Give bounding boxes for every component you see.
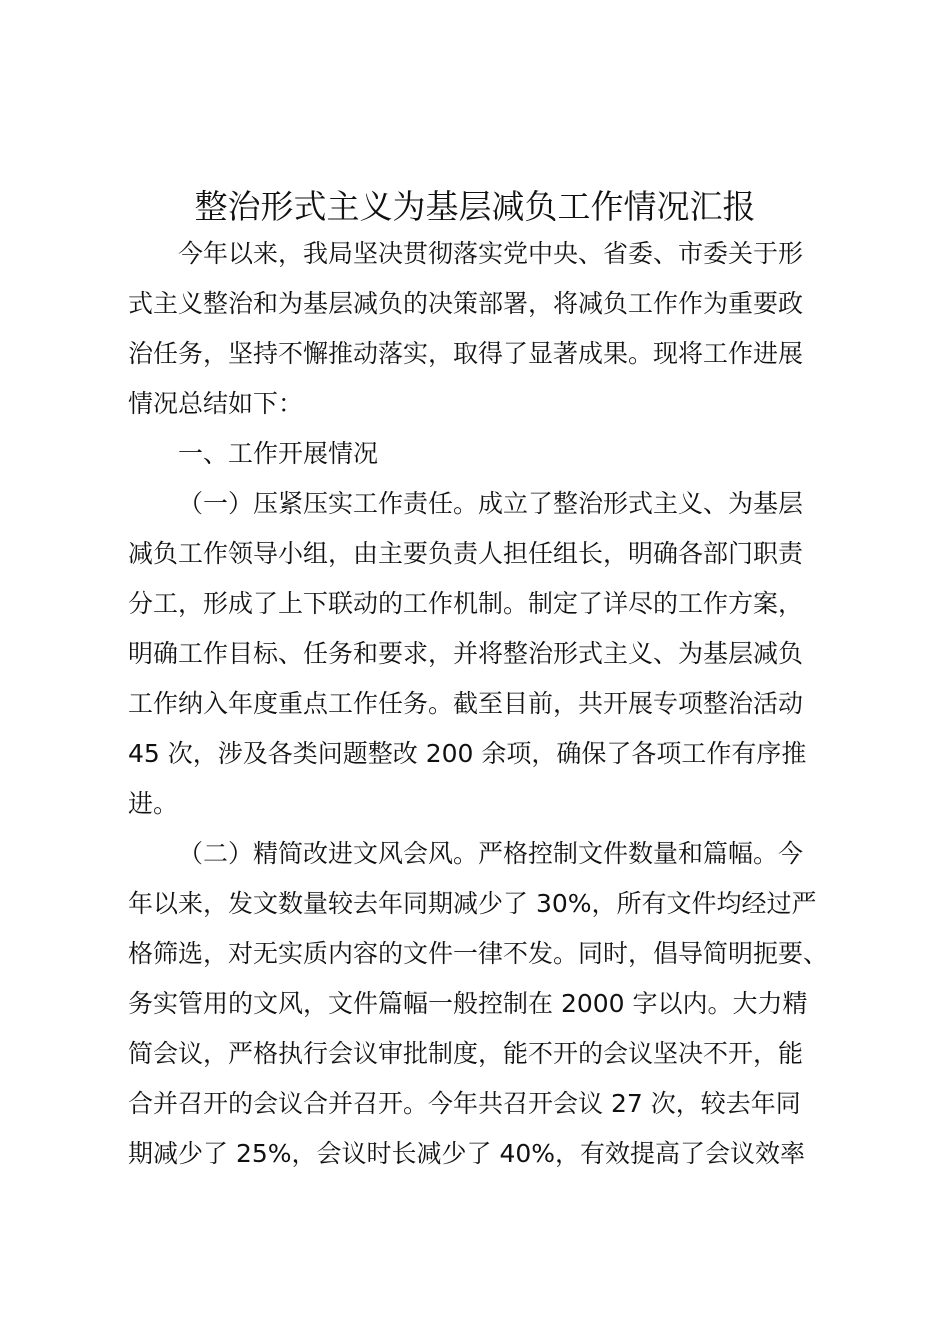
para2-line-7: 期减少了 25%，会议时长减少了 40%，有效提高了会议效率: [128, 1139, 806, 1168]
para2-line-1: （二）精简改进文风会风。严格控制文件数量和篇幅。今: [178, 839, 804, 868]
document-title: 整治形式主义为基层减负工作情况汇报: [194, 187, 756, 226]
intro-line-2: 式主义整治和为基层减负的决策部署，将减负工作作为重要政: [128, 289, 804, 318]
para2-line-5: 简会议，严格执行会议审批制度，能不开的会议坚决不开，能: [128, 1039, 804, 1068]
para1-line-1: （一）压紧压实工作责任。成立了整治形式主义、为基层: [178, 489, 804, 518]
para2-line-4: 务实管用的文风，文件篇幅一般控制在 2000 字以内。大力精: [128, 989, 808, 1018]
intro-line-1: 今年以来，我局坚决贯彻落实党中央、省委、市委关于形: [178, 239, 804, 268]
intro-line-3: 治任务，坚持不懈推动落实，取得了显著成果。现将工作进展: [128, 339, 804, 368]
para2-line-6: 合并召开的会议合并召开。今年共召开会议 27 次，较去年同: [128, 1089, 801, 1118]
para1-line-3: 分工，形成了上下联动的工作机制。制定了详尽的工作方案，: [128, 589, 804, 618]
para1-line-7: 进。: [128, 789, 179, 818]
para1-line-2: 减负工作领导小组，由主要负责人担任组长，明确各部门职责: [128, 539, 804, 568]
section-heading: 一、工作开展情况: [178, 439, 379, 468]
para1-line-5: 工作纳入年度重点工作任务。截至目前，共开展专项整治活动: [128, 689, 804, 718]
para1-line-4: 明确工作目标、任务和要求，并将整治形式主义、为基层减负: [128, 639, 804, 668]
para1-line-6: 45 次，涉及各类问题整改 200 余项，确保了各项工作有序推: [128, 739, 807, 768]
para2-line-2: 年以来，发文数量较去年同期减少了 30%，所有文件均经过严: [128, 889, 817, 918]
intro-line-4: 情况总结如下：: [128, 389, 304, 418]
para2-line-3: 格筛选，对无实质内容的文件一律不发。同时，倡导简明扼要、: [128, 939, 829, 968]
